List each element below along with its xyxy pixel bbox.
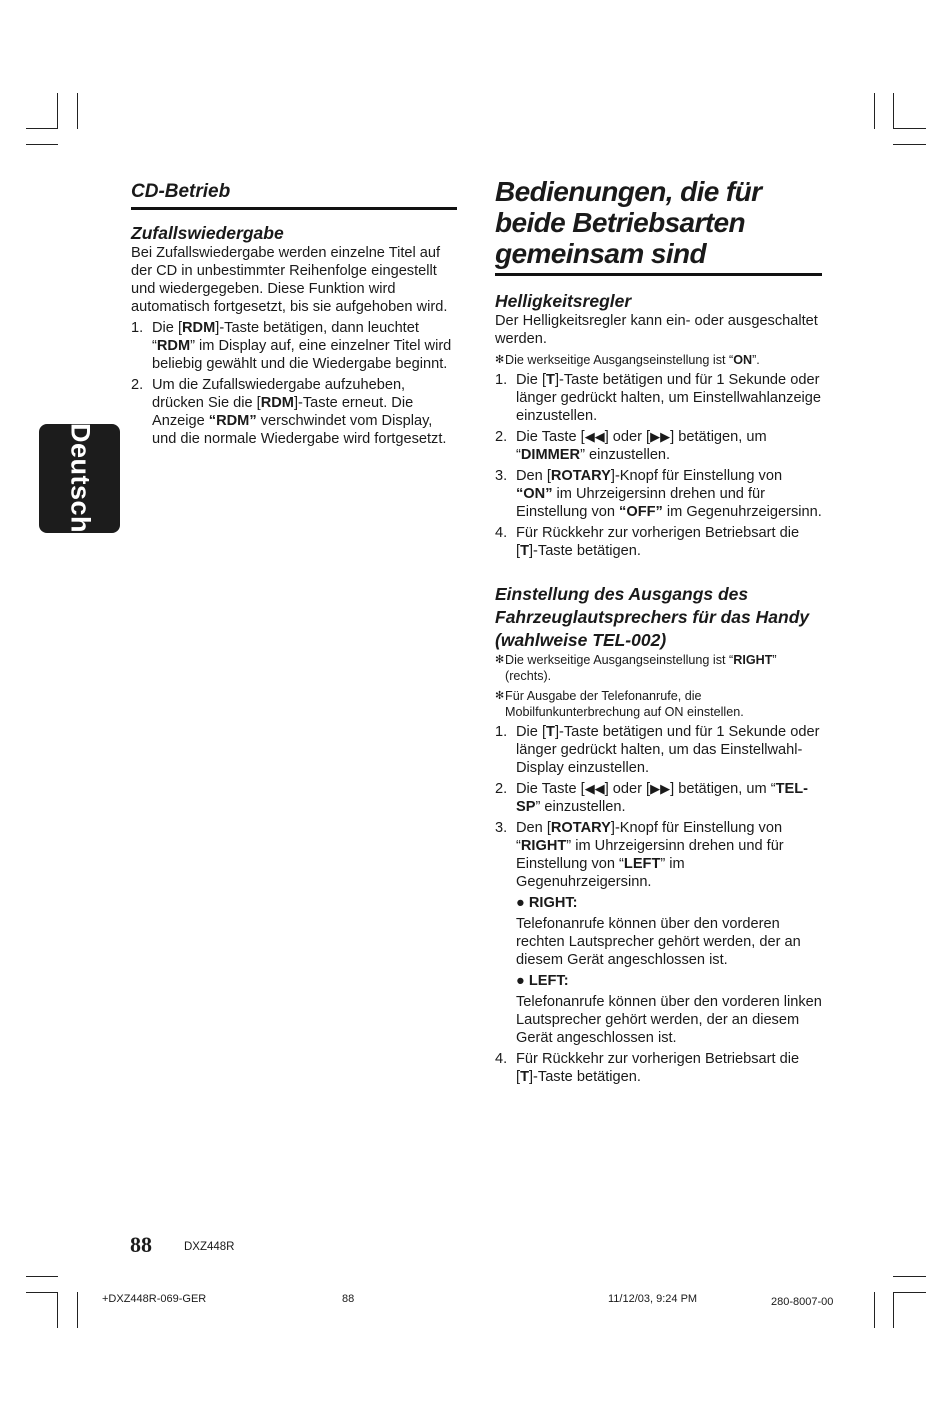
speaker-steps [495, 723, 822, 1086]
part-code: 280-8007-00 [771, 1296, 834, 1308]
step-item: 1. Die [RDM]-Taste betätigen, dann leuchtet “RDM” im Display auf, eine einzelner Titel wird beliebig gewählt und die Wiedergabe beginnt. [131, 320, 452, 372]
fast-forward-icon: ▶▶ [650, 429, 671, 444]
crop-mark [26, 128, 57, 129]
speaker-title: Einstellung des Ausgangs des Fahrzeuglautsprechers für das Handy (wahlweise TEL-002) [495, 584, 810, 650]
crop-mark [893, 93, 894, 129]
model-number: DXZ448R [184, 1241, 235, 1253]
step-item: 3. Den [ROTARY]-Knopf für Einstellung von “ON” im Uhrzeigersinn drehen und für Einstellung von “OFF” im Gegenuhrzeigersinn. [495, 468, 822, 520]
asterisk-icon: ✻ [495, 690, 505, 702]
crop-mark [893, 1276, 926, 1277]
fast-forward-icon: ▶▶ [650, 781, 671, 796]
crop-mark [26, 1292, 57, 1293]
crop-mark [893, 128, 926, 129]
note: ✻ Für Ausgabe der Telefonanrufe, die Mobilfunkunterbrechung auf ON einstellen. [495, 689, 744, 719]
language-tab-label: Deutsch [65, 422, 96, 534]
left-column [131, 180, 457, 448]
rewind-icon: ◀◀ [584, 781, 605, 796]
page-number: 88 [130, 1232, 152, 1257]
crop-mark [893, 1292, 894, 1328]
step-number: 2. [131, 377, 144, 393]
crop-mark [77, 1292, 78, 1328]
asterisk-icon: ✻ [495, 654, 505, 666]
print-page-number: 88 [342, 1293, 355, 1305]
step-item: 4. Für Rückkehr zur vorherigen Betriebsart die [T]-Taste betätigen. [495, 1051, 800, 1085]
file-name: +DXZ448R-069-GER [102, 1293, 207, 1305]
asterisk-icon: ✻ [495, 354, 505, 366]
step-item: 3. Den [ROTARY]-Knopf für Einstellung von “RIGHT” im Uhrzeigersinn drehen und für Einstellung von “LEFT” im Gegenuhrzeigersinn. ● RIGHT: Telefonanrufe können über den vorderen rechten Lautsprecher gehört werden, der an diesem Gerät angeschlossen ist. ● LEFT: Telefonanrufe können über den vorderen linken Lautsprecher gehört werden, der an diesem Gerät angeschlossen ist. [495, 820, 822, 1046]
print-date: 11/12/03, 9:24 PM [608, 1293, 698, 1305]
crop-mark [77, 93, 78, 129]
rewind-icon: ◀◀ [584, 429, 605, 444]
section-title: CD-Betrieb [131, 180, 457, 210]
crop-mark [57, 93, 58, 129]
dimmer-title: Helligkeitsregler [495, 291, 632, 311]
crop-mark [874, 1292, 875, 1328]
subsection-title: Zufallswiedergabe [131, 223, 284, 243]
intro-paragraph: Bei Zufallswiedergabe werden einzelne Titel auf der CD in unbestimmter Reihenfolge eingestellt und wiedergegeben. Diese Funktion wird automatisch fortgesetzt, bis sie aufgehoben wird. [131, 245, 448, 315]
step-item: 1. Die [T]-Taste betätigen und für 1 Sekunde oder länger gedrückt halten, um Einstellwahlanzeige einzustellen. [495, 372, 822, 424]
step-item: 2. Die Taste [◀◀] oder [▶▶] betätigen, um “DIMMER” einzustellen. [495, 429, 767, 463]
step-item: 1. Die [T]-Taste betätigen und für 1 Sekunde oder länger gedrückt halten, um das Einstellwahl-Display einzustellen. [495, 724, 820, 776]
crop-mark [26, 144, 58, 145]
crop-mark [893, 1292, 926, 1293]
step-item: 2. Die Taste [◀◀] oder [▶▶] betätigen, um “TEL-SP” einzustellen. [495, 781, 809, 815]
dimmer-steps [495, 371, 822, 560]
note: ✻ Die werkseitige Ausgangseinstellung ist “RIGHT” (rechts). [495, 653, 777, 683]
dimmer-intro: Der Helligkeitsregler kann ein- oder ausgeschaltet werden. [495, 313, 818, 347]
step-number: 1. [131, 320, 144, 336]
main-title: Bedienungen, die für beide Betriebsarten gemeinsam sind [495, 176, 822, 276]
right-column [495, 176, 822, 1086]
option-right-text: Telefonanrufe können über den vorderen rechten Lautsprecher gehört werden, der an diesem Gerät angeschlossen ist. [516, 916, 801, 968]
crop-mark [893, 144, 926, 145]
option-left-text: Telefonanrufe können über den vorderen linken Lautsprecher gehört werden, der an diesem Gerät angeschlossen ist. [516, 994, 822, 1046]
option-left-heading: ● LEFT: [516, 973, 569, 989]
step-item: 4. Für Rückkehr zur vorherigen Betriebsart die [T]-Taste betätigen. [495, 525, 800, 559]
step-list [131, 319, 457, 448]
crop-mark [26, 1276, 58, 1277]
step-item: 2. Um die Zufallswiedergabe aufzuheben, drücken Sie die [RDM]-Taste erneut. Die Anzeige “RDM” verschwindet vom Display, und die normale Wiedergabe wird fortgesetzt. [131, 377, 447, 447]
option-right-heading: ● RIGHT: [516, 895, 578, 911]
note: ✻ Die werkseitige Ausgangseinstellung ist “ON”. [495, 353, 760, 367]
crop-mark [874, 93, 875, 129]
crop-mark [57, 1292, 58, 1328]
